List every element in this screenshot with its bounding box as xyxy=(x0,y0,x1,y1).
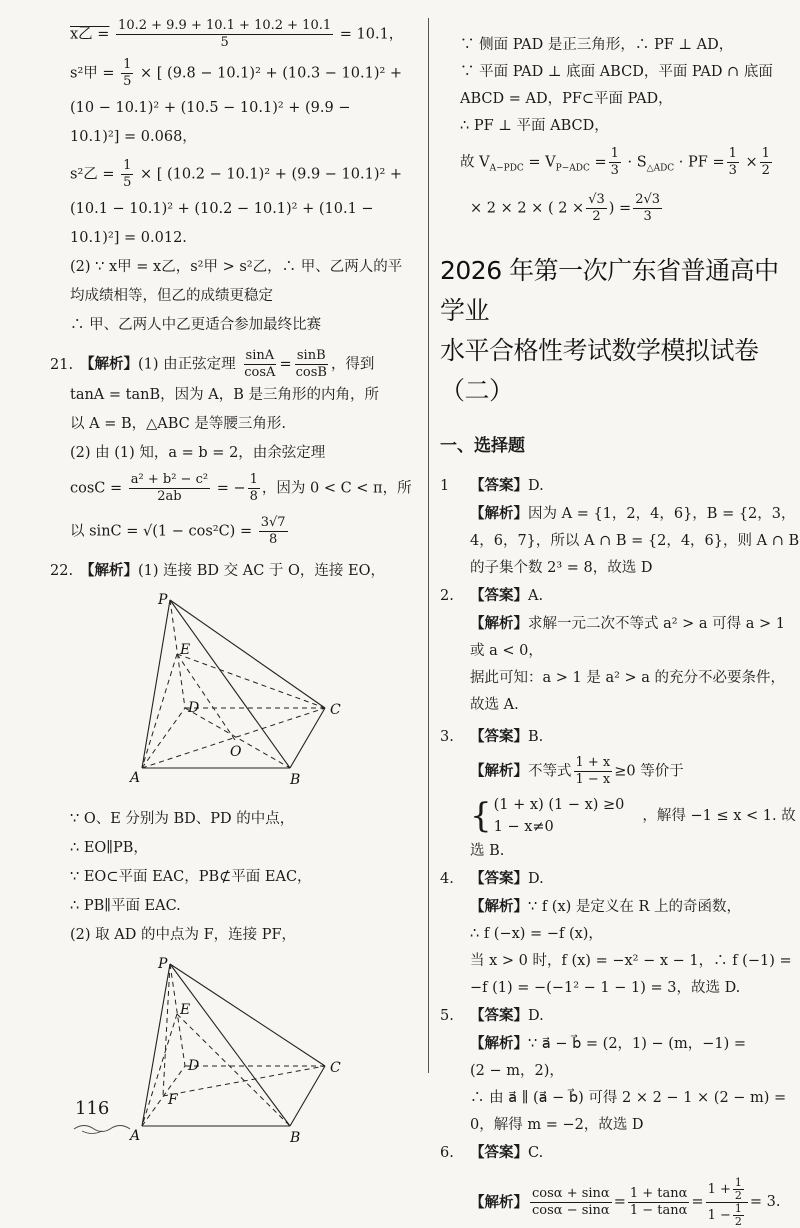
mean-yi-line xyxy=(70,18,420,51)
mean-yi-denominator: 5 xyxy=(220,35,229,50)
a2-expl-3: 据此可知：a > 1 是 a² > a 的充分不必要条件， xyxy=(470,670,786,687)
label2-p: P xyxy=(158,956,168,972)
one-fifth-fraction-2: $\frac{1}{5}$ xyxy=(123,158,132,190)
mean-yi-lhs: x乙 = xyxy=(70,26,110,43)
q21-line-6: 以 sinC = √(1 − cos²C) = $\frac{3√7}{8}$ xyxy=(70,515,286,547)
a6-expl-1: 【解析】 $\frac{\cos\alpha + \sin\alpha}{\cos\alpha - \sin\alpha}$ = $\frac{1 + \tan\alpha}{1 - \tan\alpha}$ = 1 + $\frac{1}{2}$ 1 − $\frac{1}{2}$ = 3. xyxy=(470,1176,781,1228)
footer-ornament-icon xyxy=(72,1122,132,1136)
conclusion-line-2: 均成绩相等，但乙的成绩更稳定 xyxy=(70,288,273,304)
q22-cont-line-2: ∵ 平面 PAD ⊥ 底面 ABCD，平面 PAD ∩ 底面 xyxy=(460,64,773,80)
a3-system xyxy=(440,794,796,838)
left-column xyxy=(50,18,420,1160)
a5-expl-2: (2 − m，2)， xyxy=(470,1063,564,1080)
conclusion-line-1: (2) ∵ x甲 = x乙，s²甲 > s²乙，∴ 甲、乙两人的平 xyxy=(70,259,403,275)
edge2-pc xyxy=(170,964,325,1066)
conclusion-line-3: ∴ 甲、乙两人中乙更适合参加最终比赛 xyxy=(70,317,322,333)
q21-text-a: (1) 由正弦定理 xyxy=(138,356,236,373)
a3-system-eq-2: 1 − x≠0 xyxy=(493,819,554,836)
pyramid-figure-1 xyxy=(130,590,370,790)
q22-line-5: ∴ PB∥平面 EAC. xyxy=(70,898,181,914)
edge-pb xyxy=(170,600,290,768)
q22-line-2: ∵ O、E 分别为 BD、PD 的中点， xyxy=(70,811,295,827)
q21-tag: 【解析】 xyxy=(80,355,138,373)
a4-expl-2: ∴ f (−x) = −f (x)， xyxy=(470,926,603,943)
var-jia-lhs: s²甲 = xyxy=(70,65,115,82)
q21-minus-eighth: $\frac{1}{8}$ xyxy=(249,472,258,504)
q22-tag: 【解析】 xyxy=(80,562,138,579)
q22-line-6: (2) 取 AD 的中点为 F，连接 PF， xyxy=(70,927,297,943)
q21-sin-fraction: $\frac{3√7}{8}$ xyxy=(260,515,286,547)
a3-answer: 3. 【答案】B. xyxy=(440,728,544,746)
edge-pc xyxy=(170,600,325,708)
a3-system-result: ，解得 −1 ≤ x < 1. 故 xyxy=(642,807,796,824)
volume-line-2: × 2 × 2 × ( 2 × $\frac{√3}{2}$ ) = $\frac{2√3}{3}$ xyxy=(470,192,661,225)
q22-line-1 xyxy=(50,556,420,586)
var-yi-line-2: (10.1 − 10.1)² + (10.2 − 10.1)² + (10.1 − xyxy=(70,201,374,217)
q21-line-5: cosC = $\frac{\text{a² + b² − c²}}{2ab}$ = − $\frac{1}{8}$ ，因为 0 < C < π，所 xyxy=(70,472,412,504)
a1-answer: 1 【答案】D. xyxy=(440,477,544,495)
a4-expl-1: 【解析】∵ f (x) 是定义在 R 上的奇函数， xyxy=(470,898,742,916)
a1-expl-1: 【解析】因为 A = {1，2，4，6}，B = {2，3， xyxy=(470,505,796,523)
q22-line-4: ∵ EO⊂平面 EAC，PB⊄平面 EAC， xyxy=(70,869,312,885)
one-fifth-fraction: $\frac{1}{5}$ xyxy=(123,57,132,89)
q22-cont-line-3: ABCD = AD，PF⊂平面 PAD， xyxy=(460,91,673,107)
label-a: A xyxy=(130,770,141,786)
a2-expl-4: 故选 A. xyxy=(470,697,519,714)
q22-cont-line-4: ∴ PF ⊥ 平面 ABCD， xyxy=(460,118,609,134)
a5-expl-4: 0，解得 m = −2，故选 D xyxy=(470,1117,644,1134)
q21-frac-2: $\frac{\sin B}{\cos B}$ xyxy=(295,348,327,380)
var-jia-line-3: 10.1)²] = 0.068， xyxy=(70,129,197,145)
var-yi-lhs: s²乙 = xyxy=(70,166,115,183)
a3-expl-4: 选 B. xyxy=(470,843,505,860)
q21-number: 21. xyxy=(50,356,74,373)
column-divider xyxy=(428,18,429,1073)
label-b: B xyxy=(290,772,301,788)
label2-b: B xyxy=(290,1130,301,1146)
exam-title-line-1: 2026 年第一次广东省普通高中学业 xyxy=(440,256,779,326)
a6-answer: 6. 【答案】C. xyxy=(440,1144,544,1162)
q21-frac-1: $\frac{\sin A}{\cos A}$ xyxy=(244,348,276,380)
label-p: P xyxy=(158,592,168,608)
a2-expl-1: 【解析】求解一元二次不等式 a² > a 可得 a > 1 xyxy=(470,615,786,633)
q21-cos-fraction: $\frac{\text{a² + b² − c²}}{2ab}$ xyxy=(130,472,209,504)
brace-icon: { xyxy=(470,796,492,837)
var-jia-line xyxy=(70,57,420,90)
mean-yi-rhs: = 10.1， xyxy=(339,26,404,43)
a6-frac-1: $\frac{\cos\alpha + \sin\alpha}{\cos\alpha - \sin\alpha}$ xyxy=(532,1186,610,1219)
edge-ad xyxy=(142,708,185,768)
a6-frac-3: 1 + $\frac{1}{2}$ 1 − $\frac{1}{2}$ xyxy=(706,1177,748,1228)
a3-system-eq-1: (1 + x) (1 − x) ≥0 xyxy=(493,797,625,814)
q22-number: 22. xyxy=(50,563,74,579)
label2-e: E xyxy=(180,1002,191,1018)
q21-line-4: (2) 由 (1) 知，a = b = 2，由余弦定理 xyxy=(70,445,326,461)
q21-line-2: tanA = tanB，因为 A，B 是三角形的内角，所 xyxy=(70,387,379,403)
seg-ea xyxy=(142,654,177,768)
label2-a: A xyxy=(130,1128,141,1144)
seg-eo xyxy=(177,654,235,740)
a2-answer: 2. 【答案】A. xyxy=(440,587,544,605)
seg2-ea xyxy=(142,1014,177,1126)
a3-expl-1: 【解析】不等式 $\frac{1 + x}{1 - x}$ ≥0 等价于 xyxy=(470,755,684,788)
volume-line-1: 故 $V_{A-PDC} = V_{P-ADC}$ = $\frac{1}{3}$ · $S_{\triangle ADC}$ · PF = $\frac{1}{3}$ × $\frac{1}{2}$ xyxy=(460,146,770,178)
edge-bc xyxy=(290,708,325,768)
right-column xyxy=(440,32,800,1228)
exam-title xyxy=(440,251,785,411)
q21-line-1: 21. 【解析】(1) 由正弦定理 $\frac{\sin A}{\cos A}$ = $\frac{\sin B}{\cos B}$ ，得到 xyxy=(50,348,375,380)
var-yi-line-3: 10.1)²] = 0.012. xyxy=(70,230,187,246)
q22-line-3: ∴ EO∥PB， xyxy=(70,840,148,856)
var-yi-rest: × [ (10.2 − 10.1)² + (9.9 − 10.1)² + xyxy=(140,166,403,183)
mean-yi-numerator: 10.2 + 9.9 + 10.1 + 10.2 + 10.1 xyxy=(118,18,332,33)
label-d: D xyxy=(188,700,200,716)
label2-c: C xyxy=(330,1060,341,1076)
var-jia-rest: × [ (9.8 − 10.1)² + (10.3 − 10.1)² + xyxy=(140,65,403,82)
a4-expl-3: 当 x > 0 时，f (x) = −x² − x − 1，∴ f (−1) = xyxy=(470,953,792,970)
q22-cont-line-1: ∵ 侧面 PAD 是正三角形，∴ PF ⊥ AD， xyxy=(460,37,734,53)
a5-expl-3: ∴ 由 a⃗ ∥ (a⃗ − b⃗) 可得 2 × 2 − 1 × (2 − m) = xyxy=(470,1090,787,1107)
section-heading: 一、选择题 xyxy=(440,436,525,457)
edge2-pb xyxy=(170,964,290,1126)
a1-expl-2: 4，6，7}，所以 A ∩ B = {2，4，6}，则 A ∩ B xyxy=(470,533,800,550)
edge-pa xyxy=(142,600,170,768)
var-yi-line xyxy=(70,158,420,191)
pyramid-figure-2 xyxy=(130,954,370,1149)
label2-f: F xyxy=(168,1092,178,1108)
label-c: C xyxy=(330,702,341,718)
a6-frac-2: $\frac{1 + \tan\alpha}{1 - \tan\alpha}$ xyxy=(629,1186,688,1219)
label2-d: D xyxy=(188,1058,200,1074)
mean-yi-fraction xyxy=(116,18,333,51)
a4-answer: 4. 【答案】D. xyxy=(440,870,544,888)
a5-expl-1: 【解析】∵ a⃗ − b⃗ = (2，1) − (m，−1) = xyxy=(470,1035,746,1053)
a4-expl-4: −f (1) = −(−1² − 1 − 1) = 3，故选 D. xyxy=(470,980,741,997)
label-e: E xyxy=(180,642,191,658)
a2-expl-2: 或 a < 0， xyxy=(470,643,543,660)
var-jia-line-2: (10 − 10.1)² + (10.5 − 10.1)² + (9.9 − xyxy=(70,100,351,116)
page-number: 116 xyxy=(75,1098,110,1119)
edge2-bc xyxy=(290,1066,325,1126)
q21-line-3: 以 A = B，△ABC 是等腰三角形. xyxy=(70,416,286,432)
a1-expl-3: 的子集个数 2³ = 8，故选 D xyxy=(470,560,653,577)
a5-answer: 5. 【答案】D. xyxy=(440,1007,544,1025)
exam-title-line-2: 水平合格性考试数学模拟试卷（二） xyxy=(440,336,759,406)
label-o: O xyxy=(230,744,242,760)
q22-text-a: (1) 连接 BD 交 AC 于 O，连接 EO， xyxy=(138,563,386,579)
